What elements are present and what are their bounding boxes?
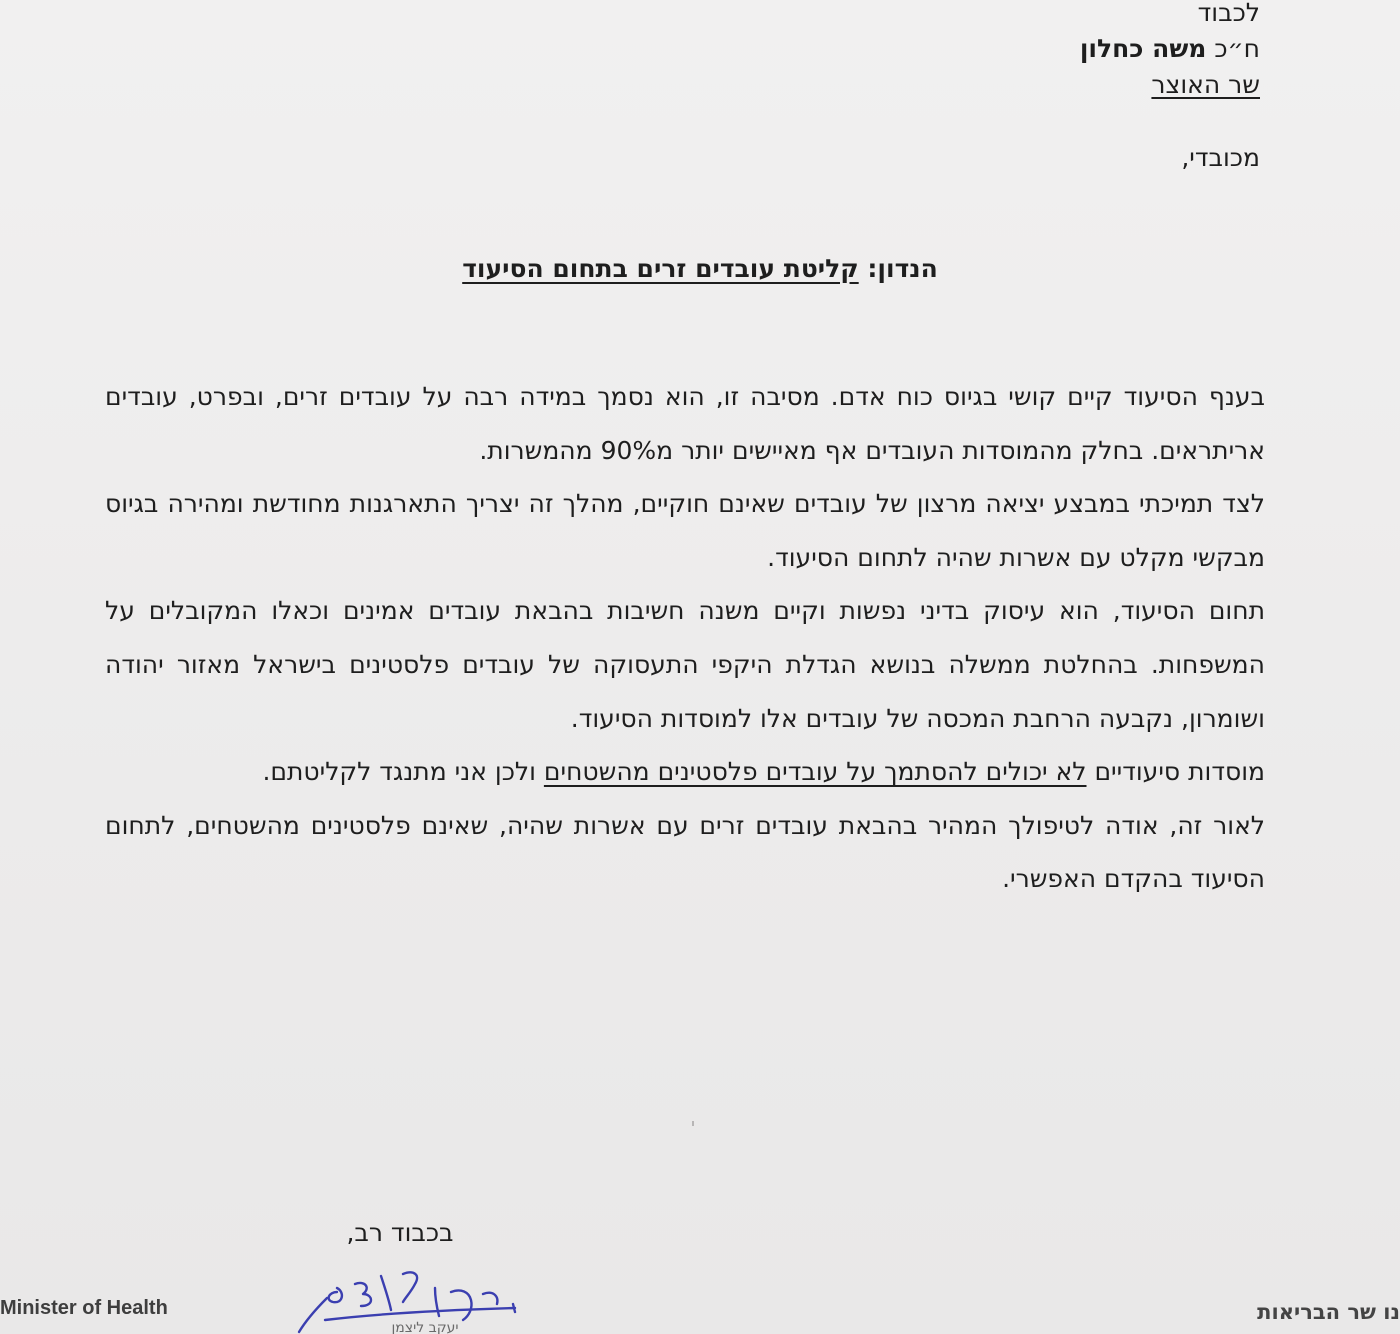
recipient-name-line [1080, 36, 1260, 61]
closing: בכבוד רב, [346, 1218, 454, 1247]
recipient-name: משה כחלון [1079, 34, 1207, 63]
body-paragraph-4 [105, 745, 1265, 799]
body-paragraph-3: תחום הסיעוד, הוא עיסוק בדיני נפשות וקיים משנה חשיבות בהבאת עובדים אמינים וכאלו המקובלים על המשפחות. בהחלטת ממשלה בנושא הגדלת היקפי התעסוקה של עובדים פלסטינים בישראל מאזור יהודה ושומרון, נקבעה הרחבת המכסה של עובדים אלו למוסדות הסיעוד. [105, 596, 1265, 733]
body-paragraph-5: לאור זה, אודה לטיפולך המהיר בהבאת עובדים זרים עם אשרות שהיה, שאינם פלסטינים מהשטחים, לתחום הסיעוד בהקדם האפשרי. [105, 810, 1265, 894]
paragraph-4-underlined: לא יכולים להסתמך על עובדים פלסטינים מהשטחים [543, 757, 1087, 787]
paragraph-4-end: ולכן אני מתנגד לקליטתם. [262, 757, 544, 787]
letter-body [105, 370, 1265, 906]
subject-line [405, 254, 995, 283]
body-paragraph-1: בענף הסיעוד קיים קושי בגיוס כוח אדם. מסיבה זו, הוא נסמך במידה רבה על עובדים זרים, ובפרט, עובדים אריתראים. בחלק מהמוסדות העובדים אף מאיישים יותר מ90% מהמשרות. [105, 382, 1265, 465]
signature-image [285, 1258, 565, 1334]
paper-speck [692, 1121, 694, 1126]
signature-name: יעקב ליצמן [391, 1320, 459, 1334]
subject-label: הנדון: [867, 254, 938, 283]
body-paragraph-2: לצד תמיכתי במבצע יציאה מרצון של עובדים שאינם חוקיים, מהלך זה יצריך התארגנות מחודשת ומהירה בגיוס מבקשי מקלט עם אשרות שהיה לתחום הסיעוד. [105, 489, 1265, 572]
greeting: מכובדי, [1181, 143, 1260, 172]
paragraph-4-start: מוסדות סיעודיים [1086, 757, 1265, 787]
footer-english-title: Minister of Health [0, 1297, 168, 1319]
recipient-title: שר האוצר [1151, 70, 1260, 99]
recipient-name-prefix: ח״כ [1214, 34, 1260, 63]
recipient-honorific: לכבוד [1197, 0, 1260, 27]
footer-hebrew-title: נו שר הבריאות [1257, 1300, 1400, 1324]
subject-text: קליטת עובדים זרים בתחום הסיעוד [462, 254, 859, 283]
